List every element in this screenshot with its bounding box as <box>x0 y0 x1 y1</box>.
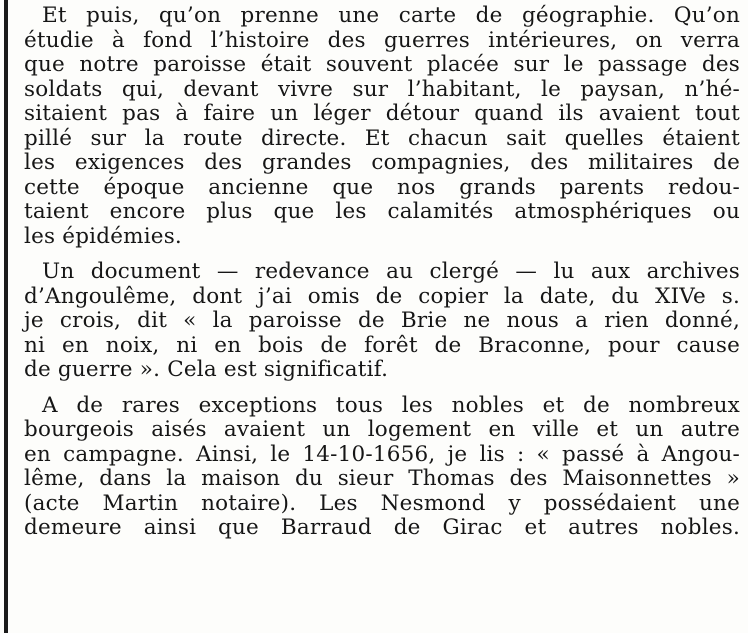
page-edge-rule <box>4 0 8 633</box>
text-line: lême, dans la maison du sieur Thomas des Maisonnettes » <box>24 466 740 491</box>
text-line: que notre paroisse était souvent placée sur le passage des <box>24 52 740 77</box>
text-line: sitaient pas à faire un léger détour quand ils avaient tout <box>24 101 740 126</box>
text-line: pillé sur la route directe. Et chacun sait quelles étaient <box>24 125 740 151</box>
text-line: Un document — redevance au clergé — lu aux archives <box>42 259 740 284</box>
text-line: (acte Martin notaire). Les Nesmond y possédaient une <box>24 490 740 516</box>
text-line: bourgeois aisés avaient un logement en ville et un autre <box>24 417 740 442</box>
text-line: en campagne. Ainsi, le 14-10-1656, je lis : « passé à Angou- <box>24 441 740 467</box>
text-line: cette époque ancienne que nos grands parents redou- <box>24 174 740 200</box>
paragraph-1 <box>24 4 740 249</box>
text-line: A de rares exceptions tous les nobles et de nombreux <box>42 392 740 418</box>
text-line: soldats qui, devant vivre sur l’habitant, le paysan, n’hé- <box>24 76 740 102</box>
body-text <box>24 4 740 541</box>
text-line: les exigences des grandes compagnies, des militaires de <box>24 150 740 175</box>
text-line: demeure ainsi que Barraud de Girac et autres nobles. <box>24 515 740 540</box>
text-line: ni en noix, ni en bois de forêt de Braconne, pour cause <box>24 332 740 358</box>
text-line: étudie à fond l’histoire des guerres intérieures, on verra <box>24 27 740 53</box>
text-line: Et puis, qu’on prenne une carte de géographie. Qu’on <box>42 3 740 28</box>
text-line: taient encore plus que les calamités atmosphériques ou <box>24 199 740 224</box>
paragraph-3 <box>24 394 740 541</box>
text-line: de guerre ». Cela est significatif. <box>24 357 389 382</box>
text-line: je crois, dit « la paroisse de Brie ne nous a rien donné, <box>24 308 740 333</box>
paragraph-2 <box>24 260 740 383</box>
text-line: d’Angoulême, dont j’ai omis de copier la date, du XIVe s. <box>24 283 740 309</box>
text-line: les épidémies. <box>24 223 182 249</box>
